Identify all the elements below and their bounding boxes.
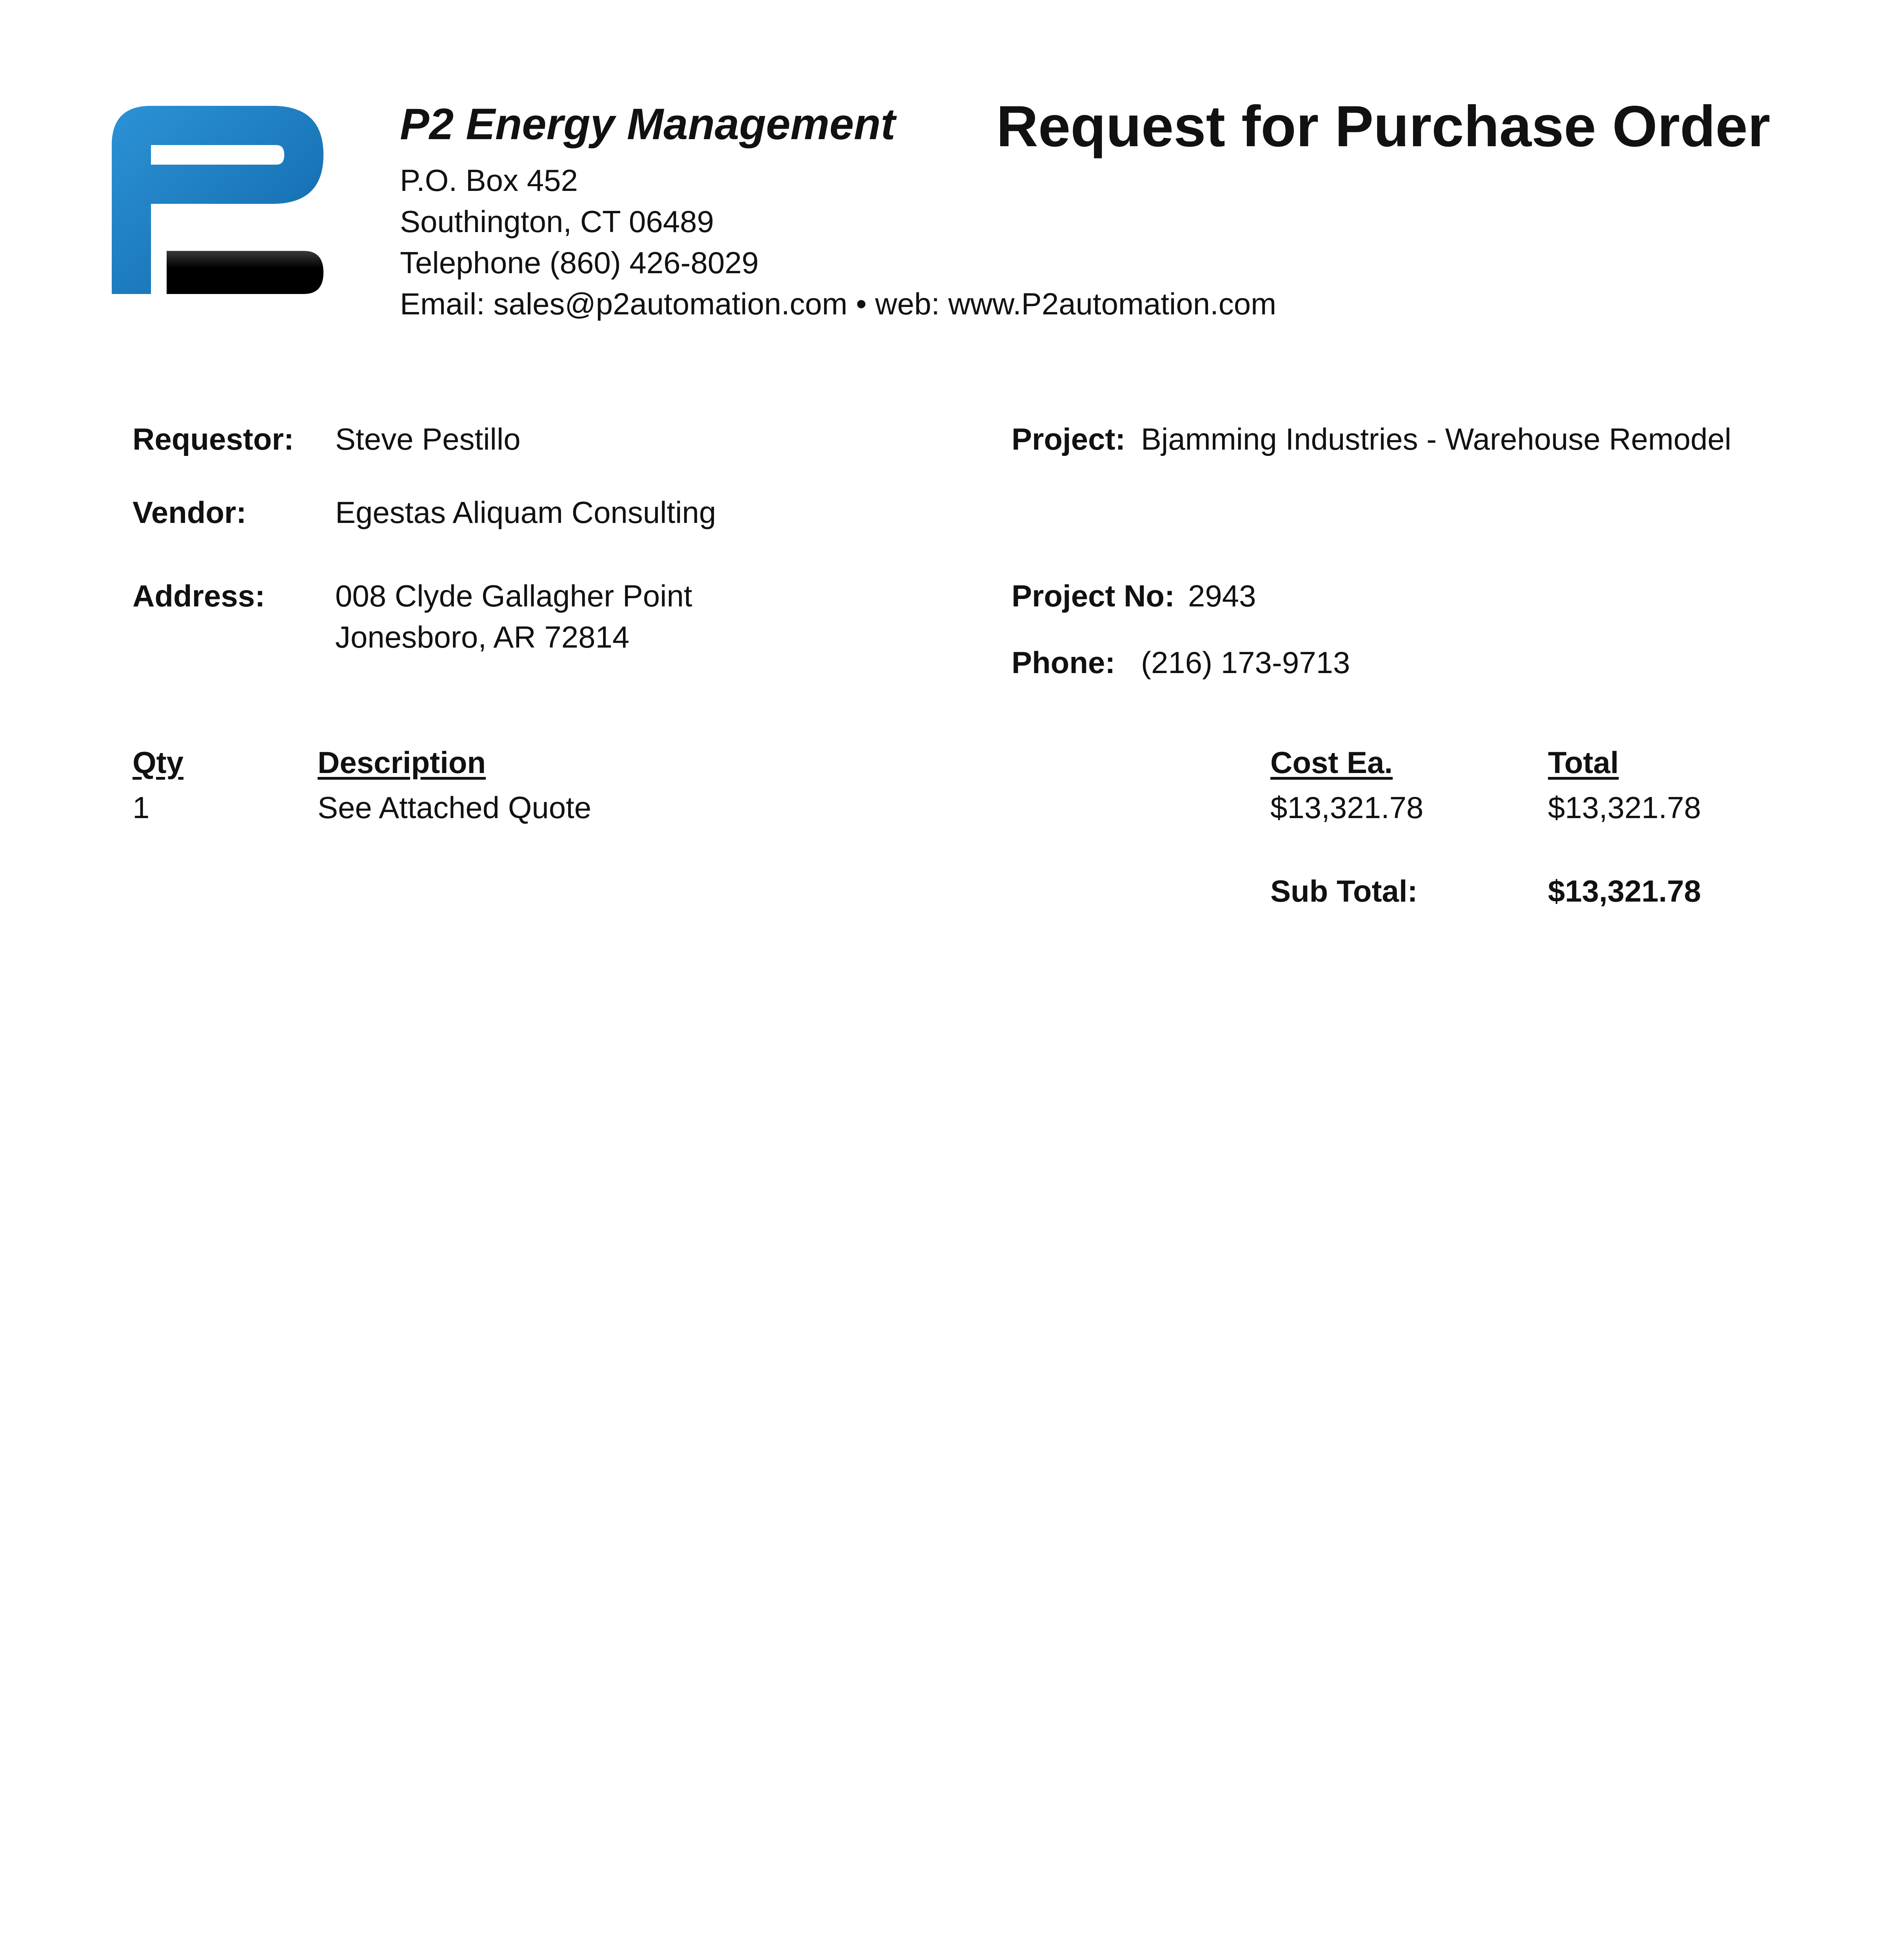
project-no-value: 2943 — [1188, 579, 1256, 613]
phone-label: Phone: — [1012, 645, 1115, 680]
p2-logo-icon — [112, 106, 323, 294]
company-po-box: P.O. Box 452 — [400, 163, 578, 198]
qty-header: Qty — [133, 745, 184, 780]
project-value: Bjamming Industries - Warehouse Remodel — [1141, 422, 1731, 456]
phone-value: (216) 173-9713 — [1141, 645, 1350, 680]
subtotal-value: $13,321.78 — [1548, 874, 1701, 908]
description-header: Description — [318, 745, 486, 780]
company-telephone: Telephone (860) 426-8029 — [400, 245, 759, 280]
subtotal-label: Sub Total: — [1270, 874, 1418, 908]
project-label: Project: — [1012, 422, 1126, 456]
company-city: Southington, CT 06489 — [400, 204, 714, 239]
row-total: $13,321.78 — [1548, 790, 1701, 825]
address-line-2: Jonesboro, AR 72814 — [335, 620, 630, 654]
row-description: See Attached Quote — [318, 790, 592, 825]
document-title: Request for Purchase Order — [996, 94, 1770, 159]
requestor-label: Requestor: — [133, 422, 294, 456]
row-cost: $13,321.78 — [1270, 790, 1424, 825]
row-qty: 1 — [133, 790, 150, 825]
company-email-web: Email: sales@p2automation.com • web: www.P2automation.com — [400, 287, 1277, 321]
requestor-value: Steve Pestillo — [335, 422, 521, 456]
total-header: Total — [1548, 745, 1619, 780]
address-label: Address: — [133, 579, 265, 613]
company-name: P2 Energy Management — [400, 100, 896, 149]
vendor-label: Vendor: — [133, 495, 247, 530]
vendor-value: Egestas Aliquam Consulting — [335, 495, 716, 530]
address-line-1: 008 Clyde Gallagher Point — [335, 579, 692, 613]
project-no-label: Project No: — [1012, 579, 1175, 613]
cost-header: Cost Ea. — [1270, 745, 1393, 780]
